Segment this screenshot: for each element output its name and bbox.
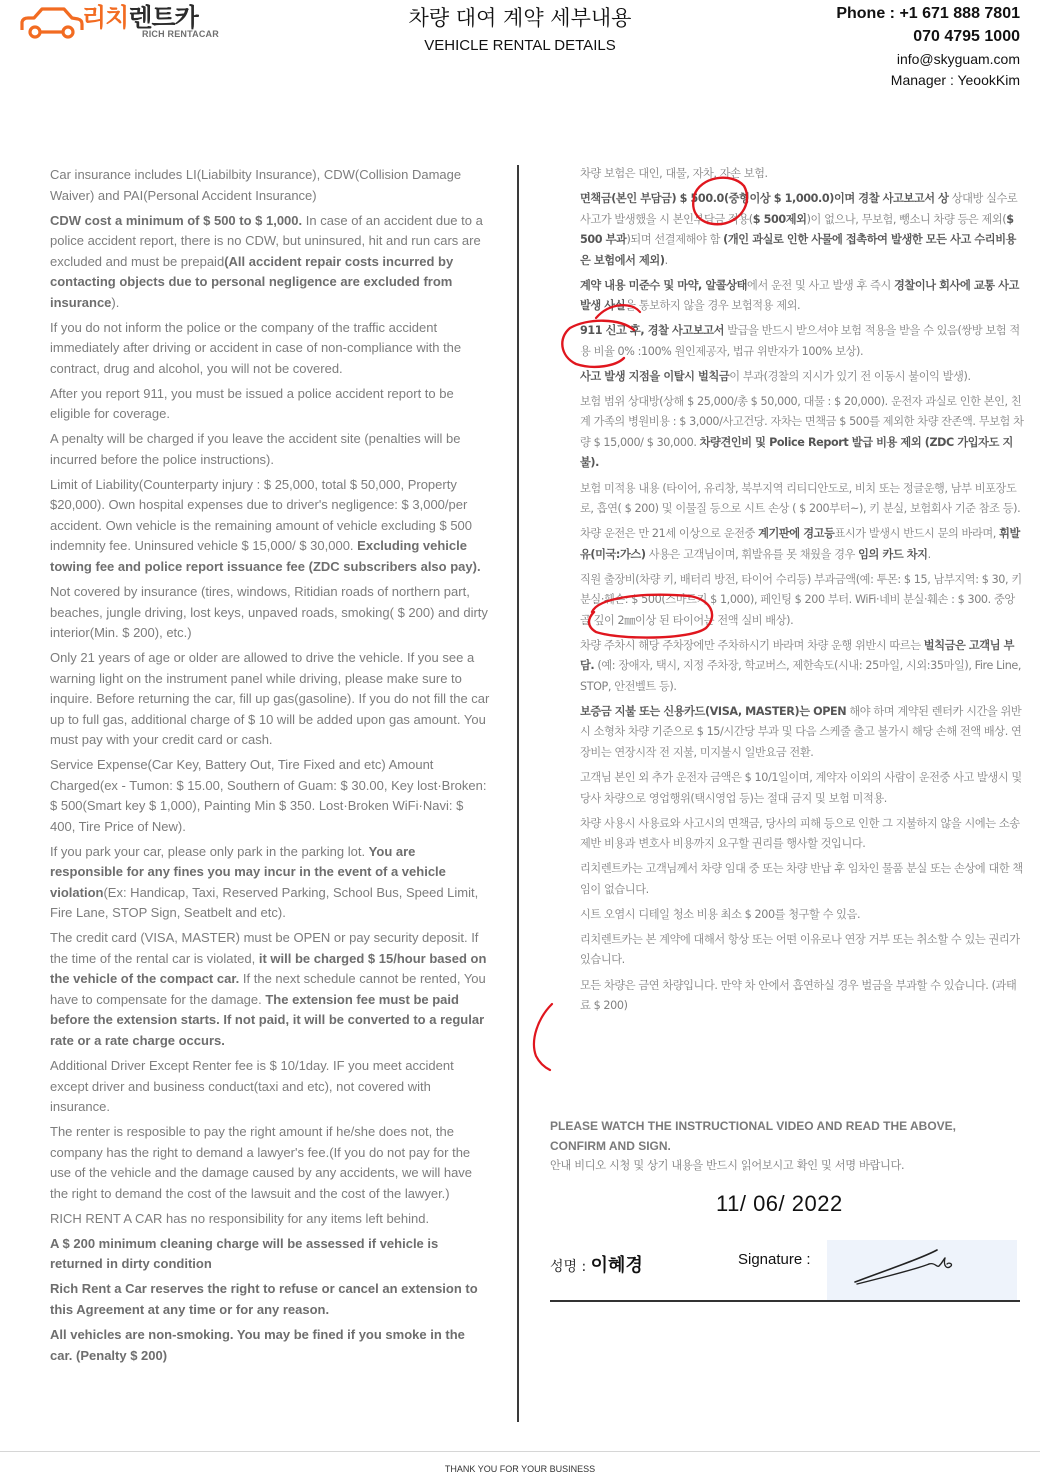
term-en-deposit: The credit card (VISA, MASTER) must be OPEN or pay security deposit. If the time of the rental car is violated, it will be charged $ 15/hour based on the vehicle of the compact car. If the next schedule cannot be rented, You have to compensate for the damage. The extension fee must be paid before the extension starts. If not paid, it will be converted to a regular rate or a rate charge occurs. <box>50 930 487 1048</box>
term-ko-cleaning: 시트 오염시 디테일 청소 비용 최소 $ 200를 청구할 수 있음. <box>580 907 861 921</box>
term-ko-additional-driver: 고객님 본인 외 추가 운전자 금액은 $ 10/1일이며, 계약자 이외의 사람이 운전중 사고 발생시 및 당사 차량으로 영업행위(택시영업 등)는 절대 금지 및 보험 미적용. <box>580 771 1022 805</box>
instruction-english: PLEASE WATCH THE INSTRUCTIONAL VIDEO AND READ THE ABOVE, CONFIRM AND SIGN. <box>550 1119 957 1153</box>
red-bracket-mark <box>534 1004 552 1070</box>
term-ko-deductible: 면책금(본인 부담금) $ 500.0(중형이상 $ 1,000.0)이며 경찰 사고보고서 상 상대방 실수로 사고가 발생했을 시 본인부담금 적용($ 500제외)이 없으나, 무보험, 뺑소니 차량 등은 제외($ 500 부과)되며 선결제해야 함 (개인 과실로 인한 사물에 접촉하여 발생한 모든 사고 수리비용은 보험에서 제외). <box>580 192 1018 267</box>
renter-name-field <box>550 1251 643 1277</box>
term-ko-lawyer-fee: 차량 사용시 사용료와 사고시의 면책금, 당사의 피해 등으로 인한 그 지불하지 않을 시에는 소송제반 비용과 변호사 비용까지 요구할 권리를 행사할 것입니다. <box>580 816 1020 851</box>
term-en-service: Service Expense(Car Key, Battery Out, Tire Fixed and etc) Amount Charged(ex - Tumon: $ 15.00, Southern of Guam: $ 30.00, Key lost·Broken: $ 500(Smart key $ 1,000), Painting Min $ 350. Lost·Broken WiFi·Navi: $ 400, Tire Price of New). <box>50 757 487 834</box>
footer-text: THANK YOU FOR YOUR BUSINESS <box>444 1464 596 1474</box>
term-ko-penalty: 사고 발생 지점을 이탈시 벌칙금이 부과(경찰의 지시가 있기 전 이동시 불이익 발생). <box>580 369 971 383</box>
page-title-english: VEHICLE RENTAL DETAILS <box>424 37 616 54</box>
term-en-cleaning: A $ 200 minimum cleaning charge will be assessed if vehicle is returned in dirty condition <box>50 1235 439 1272</box>
signature-pad[interactable] <box>827 1240 1017 1300</box>
term-ko-insurance: 차량 보험은 대인, 대물, 자차, 자손 보험. <box>580 167 768 180</box>
terms-english <box>50 165 490 1371</box>
page-title-korean: 차량 대여 계약 세부내용 <box>408 6 632 30</box>
term-ko-notify: 계약 내용 미준수 및 마약, 알콜상태에서 운전 및 사고 발생 후 즉시 경찰이나 회사에 교통 사고 발생 사실을 통보하지 않을 경우 보험적용 제외. <box>580 278 1019 313</box>
term-en-report: After you report 911, you must be issued a police accident report to be eligible for coverage. <box>50 385 454 422</box>
term-ko-report: 911 신고 후, 경찰 사고보고서 발급을 반드시 받으셔야 보험 적용을 받을 수 있음(쌍방 보험 적용 비율 0% :100% 원인제공자, 법규 위반자가 100% 보상). <box>580 324 1020 358</box>
logo-text-orange: 리치 <box>82 3 129 32</box>
term-en-insurance: Car insurance includes LI(Liabilbity Insurance), CDW(Collision Damage Waiver) and PAI(Personal Accident Insurance) <box>50 167 462 203</box>
signing-date: 11/ 06/ 2022 <box>716 1191 843 1216</box>
contact-email: info@skyguam.com <box>896 51 1020 67</box>
term-en-smoking: All vehicles are non-smoking. You may be fined if you smoke in the car. (Penalty $ 200) <box>50 1327 465 1363</box>
term-ko-age-fuel: 차량 운전은 만 21세 이상으로 운전중 계기판에 경고등표시가 발생시 반드시 문의 바라며, 휘발유(미국:가스) 사용은 고객님이며, 휘발유를 못 채웠을 경우 임의 카드 차지. <box>580 527 1020 561</box>
term-ko-service: 직원 출장비(차량 키, 배터리 방전, 타이어 수리등) 부과금액(예: 투몬: $ 15, 남부지역: $ 30, 키분실·훼손: $ 500(스마트키 $ 1,000), 페인팅 $ 200 부터. WiFi·네비 분실·훼손 : $ 300. 중앙 골 깊이 2㎜이상 된 타이어는 전액 실비 배상). <box>580 572 1022 627</box>
term-ko-smoking: 모든 차량은 금연 차량입니다. 만약 차 안에서 흡연하실 경우 벌금을 부과할 수 있습니다. (과태료 $ 200) <box>580 978 1017 1012</box>
instruction-korean: 안내 비디오 시청 및 상기 내용을 반드시 읽어보시고 확인 및 서명 바랍니다. <box>550 1159 905 1172</box>
term-ko-items: 리치렌트카는 고객님께서 차량 임대 중 또는 차량 반납 후 임차인 물품 분실 또는 손상에 대한 책임이 없습니다. <box>580 862 1023 896</box>
column-divider <box>517 165 519 1422</box>
term-en-items: RICH RENT A CAR has no responsibility for any items left behind. <box>50 1210 430 1226</box>
term-ko-liability: 보험 범위 상대방(상해 $ 25,000/총 $ 50,000, 대물 : $ 20,000). 운전자 과실로 인한 본인, 친계 가족의 병원비용 : $ 3,000/사고건당. 자차는 면책금 $ 500를 제외한 차량 잔존액. 무보험 차량 $ 15,000/ $ 30,000. 차량견인비 및 Police Report 발급 비용 제외 (ZDC 가입자도 지불). <box>580 394 1024 470</box>
handwritten-signature <box>827 1240 1017 1300</box>
term-en-parking: If you park your car, please only park in the parking lot. You are responsible for any fines you may incur in the event of a vehicle violation(Ex: Handicap, Taxi, Reserved Parking, School Bus, Speed Limit, Fire Lane, STOP Sign, Seatbelt and etc). <box>50 843 479 921</box>
term-en-penalty: A penalty will be charged if you leave the accident site (penalties will be incurred before the police instructions). <box>50 431 461 467</box>
contact-phone-secondary: 070 4795 1000 <box>913 28 1020 45</box>
term-en-extension: Rich Rent a Car reserves the right to refuse or cancel an extension to this Agreement at any time or for any reason. <box>50 1281 478 1317</box>
signing-instruction <box>550 1116 1010 1176</box>
term-en-not-covered: Not covered by insurance (tires, windows, Ritidian roads of northern part, beaches, jungle driving, lost keys, unpaved roads, smoking( $ 200) and dirty interior(Min. $ 200), etc.) <box>50 584 488 641</box>
term-ko-extension: 리치렌트카는 본 계약에 대해서 항상 또는 어떤 이유로나 연장 거부 또는 취소할 수 있는 권리가 있습니다. <box>580 932 1020 967</box>
renter-name-value: 이혜경 <box>590 1255 643 1276</box>
terms-korean <box>580 164 1025 1021</box>
footer-divider <box>0 1451 1040 1452</box>
term-en-cdw: CDW cost a minimum of $ 500 to $ 1,000. In case of an accident due to a police accident report, there is no CDW, but uninsured, hit and run cars are excluded and must be prepaid(All accident repair costs incurred by contacting objects due to personal negligence are excluded from insurance). <box>50 212 483 310</box>
logo-text-dark: 렌트카 <box>128 3 198 32</box>
contact-manager: Manager : YeookKim <box>890 72 1020 88</box>
signature-underline <box>550 1300 1020 1302</box>
term-ko-not-covered: 보험 미적용 내용 (타이어, 유리창, 북부지역 리티디안도로, 비치 또는 정글운행, 남부 비포장도로, 흡연( $ 200) 및 이물질 등으로 시트 손상 ( $ 200부터~), 키 분실, 보험회사 기준 참조 등). <box>580 481 1021 516</box>
term-en-additional-driver: Additional Driver Except Renter fee is $ 10/1day. IF you meet accident except driver and business conduct(taxi and etc), not covered with insurance. <box>50 1058 454 1115</box>
term-en-liability: Limit of Liability(Counterparty injury : $ 25,000, total $ 50,000, Property $20,000). Own hospital expenses due to driver's negligence: $ 3,000/per accident. Own vehicle is the remaining amount of vehicle excluding $ 500 indemnity fee. Uninsured vehicle $ 15,000/ $ 30,000. Excluding vehicle towing fee and police report issuance fee (ZDC subscribers also pay). <box>50 476 481 574</box>
term-en-notify: If you do not inform the police or the company of the traffic accident immediately after driving or accident in case of non-compliance with the contract, drug and alcohol, you will not be covered. <box>50 319 462 376</box>
contact-block <box>836 3 1020 91</box>
contact-phone-primary: Phone : +1 671 888 7801 <box>836 5 1020 22</box>
renter-name-label: 성명 : <box>550 1259 591 1275</box>
logo-subtitle: RICH RENTACAR <box>142 29 219 39</box>
term-en-lawyer-fee: The renter is resposible to pay the right amount if he/she does not, the company has the right to demand a lawyer's fee.(If you do not pay for the use of the vehicle and the damage caused by any accidents, we will have the right to demand the cost of the lawsuit and the cost of the lawyer.) <box>50 1124 473 1201</box>
term-en-age-fuel: Only 21 years of age or older are allowed to drive the vehicle. If you see a warning light on the instrument panel while driving, please make sure to inquire. Before returning the car, fill up gas(gasoline). If you do not fill the car up to full gas, additional charge of $ 10 will be added upon gas amount. You must pay with your credit card or cash. <box>50 650 490 748</box>
term-ko-deposit: 보증금 지불 또는 신용카드(VISA, MASTER)는 OPEN 해야 하며 계약된 렌터카 시간을 위반시 소형차 차량 기준으로 $ 15/시간당 부과 및 다음 스케줄 출고 불가시 해당 손해 전액 배상. 연장비는 연장시작 전 지불, 미지불시 일반요금 전환. <box>580 704 1022 759</box>
signature-label: Signature : <box>738 1251 811 1268</box>
term-ko-parking: 차량 주차시 해당 주차장에만 주차하시기 바라며 차량 운행 위반시 따르는 벌칙금은 고객님 부담. (예: 장애자, 택시, 지정 주차장, 학교버스, 제한속도(시내: 25마일, 시외:35마일), Fire Line, STOP, 안전벨트 등). <box>580 638 1022 693</box>
